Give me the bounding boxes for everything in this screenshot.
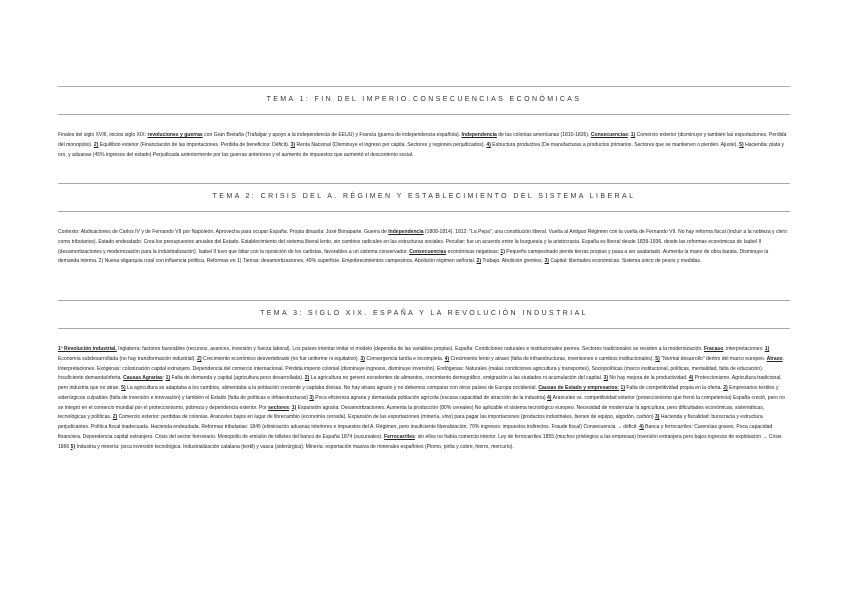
body-text: La agricultura se adaptaba a los cambios, alimentaba a la población creciente y captaba divisas. No hay atraso agrario y no debemos comparar con otros países de Europa occidental. [125, 385, 539, 391]
body-text: Hacienda y fiscalidad: burocracia y estructura perjudicantes. Política fiscal inadecuada. Hacienda endeudada. Reformas tributarias: 1845 (eliminación aduanas interiores e impuestos del A. Régimen, pero insuficiente liberalización. 70% ingresos: impuestos indirectos. Fraude fiscal) Consecuencia → déficit. [58, 414, 763, 430]
section-body-3 [58, 345, 790, 452]
section-body-2 [58, 228, 790, 267]
body-text: Estructura productiva (De manufacturas a productos primarios. Sectores que se mantienen o pierden. Ajuste). [490, 141, 740, 148]
body-text: de las colonias americanas (1810-1826). [496, 132, 591, 138]
emphasis-text: 3) [603, 375, 609, 382]
emphasis-text: 4) [444, 355, 450, 362]
body-text: "Normal desarrollo" dentro del marco europeo. [659, 355, 767, 362]
emphasis-text: 1) [500, 248, 505, 255]
body-text: Proteccionismo. Agricultura tradicional, pero industria que no atrae. [58, 375, 782, 391]
emphasis-text: 3) [655, 414, 660, 421]
emphasis-text: 5) [655, 355, 660, 362]
body-text: , interpretaciones: [723, 346, 765, 352]
body-text: : [162, 375, 166, 382]
emphasis-text: 1) [630, 132, 636, 138]
emphasis-text: 1) [165, 375, 171, 382]
body-text: Equilibrio exterior (Financiación de las importaciones. Perdida de beneficios: Déficit). [98, 141, 291, 148]
emphasis-text: 1) [291, 404, 297, 411]
emphasis-text: Consecuencias [590, 132, 628, 138]
emphasis-text: revoluciones y guerras [147, 132, 203, 138]
emphasis-text: Independencia [461, 132, 497, 138]
section-heading-2: TEMA 2: CRISIS DEL A. RÉGIMEN Y ESTABLECIMIENTO DEL SISTEMA LIBERAL [212, 193, 636, 200]
body-text: económicas negativas: [446, 248, 501, 255]
emphasis-text: Consecuencias [409, 248, 447, 255]
emphasis-text: 3) [309, 394, 314, 401]
emphasis-text: 3) [360, 355, 365, 362]
emphasis-text: 2) [304, 375, 310, 382]
body-text: Expansión agraria: Desamortizaciones. Aumenta la producción (80% cereales) No aplicable el sistema tecnológico europeo. Necesidad de modernizar la agricultura, pero dificultades económicas, sistemáticas, tecnológicas y políticas. [58, 404, 765, 421]
body-text: con Gran Bretaña (Trafalgar y apoyo a la independencia de EEUU) y Francia (guerra de independencia española). [202, 132, 462, 138]
emphasis-text: Independencia [388, 229, 424, 235]
body-text: Crecimiento lento y atraso (falta de infraestructuras, inversiones o cambios institucionales). [449, 355, 656, 362]
emphasis-text: 3) [290, 141, 296, 148]
emphasis-text: 1º Revolución industrial. [58, 346, 117, 352]
body-text: Contexto: Abdicaciones de Carlos IV y de Fernando VII por Napoleón. Aprovecha para ocupar España. Propia dinastía: José Bonaparte. Guerra de [58, 229, 389, 235]
emphasis-text: 2) [197, 355, 202, 362]
emphasis-text: 4) [639, 424, 644, 430]
section-divider [58, 300, 790, 301]
body-text: Crecimiento económico desvertebrado (no fue uniforme ni equitativo). [201, 355, 361, 362]
emphasis-text: 5) [121, 385, 126, 391]
body-text: La agricultura no generó excedentes de alimentos, crecimiento demográfico, emigración a las ciudades ni acumulación del capital. [309, 375, 604, 382]
body-text: : [288, 404, 292, 411]
body-text: Hacienda: plata y oro, y aduanas (45% ingresos del estado) Perjudicada anteriormente por las guerras anteriores y el aumento de impuestos que aumentó el descontento social. [58, 141, 785, 158]
body-text: : sin ellos no había comercio interior. Ley de ferrocarriles 1855 (muchos privilegios a las empresas) Inversión extranjera pero bajos ingresos de explotación → Crisis 1866 [58, 433, 782, 450]
body-text: Trabajo: Abolición gremios. [481, 258, 545, 265]
emphasis-text: sectores [268, 404, 289, 411]
section-divider [58, 86, 790, 87]
emphasis-text: 4) [688, 375, 694, 382]
emphasis-text: 5) [739, 141, 744, 148]
section-heading-1: TEMA 1: FIN DEL IMPERIO.CONSECUENCIAS ECONÓMICAS [266, 96, 582, 103]
body-text: Capital: libertades económicas. Sistema único de pesos y medidas. [548, 258, 702, 265]
emphasis-text: 4) [547, 394, 552, 401]
section-divider [58, 328, 790, 329]
body-text: Industria y minería: poca inversión tecnológica. Industrialización catalana (textil) y vasca (siderúrgica). Minería: exportación masiva de minerales españoles (Plomo, pirita y cobre, hierro, mercurio). [75, 443, 514, 450]
body-text: Falta de competitividad propia en la oferta. [625, 385, 724, 391]
body-text: . Interpretaciones. Exógenas: colonización capital extranjero. Dependencia del comercio internacional. Pérdida imperio colonial (disminuye ingresos, disminuye inversión). Endógenas: Naturales (malas condiciones agricultura y transportes), Sociopolíticas (marco institucional, políticas, mentalidad, falta de educación). Insuficiente demanda/oferta. [58, 355, 785, 382]
body-text: Finales del siglo XVIII, inicios siglo XIX: [58, 132, 148, 138]
emphasis-text: Fracaso [703, 346, 724, 352]
emphasis-text: Causas Agrarias [123, 375, 163, 382]
section-divider [58, 114, 790, 115]
body-text: (1808-1814). 1812: "La Pepa", una constitución liberal. Vuelta al Antiguo Régimen con la vuelta de Fernando VII. No hay reforma fiscal (incluir a la nobleza y clero como tributarios). Estado endeudado. Crea los presupuestos anuales del Estado. Establecimiento del sistema liberal lento, sin cambios radicales en las estructuras sociales. Peculiar: fue un acuerdo entre la burguesía y la aristocracia. España es liberal desde 1839-1936, desde las reformas económicas de Isabel II (desamortizaciones y modernización para la industrialización). Isabel II tuvo que lidiar con la oposición de los carlistas, favorables a un sistema conservador. [58, 229, 787, 255]
body-text: : [627, 132, 631, 138]
body-text: Economía subdesarrollada (no hay transformación industrial). [58, 355, 198, 362]
section-body-1 [58, 131, 790, 160]
body-text: Comercio exterior: perdidas de colonias. Aranceles bajos en lugar de librecambio (economía cerrada). Expansión de las exportaciones (minería, vino) para pagar las importaciones (productos industriales, bienes de equipo, algodón, carbón) [117, 414, 655, 421]
body-text: Renta Nacional (Disminuye el ingreso per cápita. Sectores y regiones perjudicados). [295, 141, 487, 148]
emphasis-text: Causas de Estado y empresarios: [538, 385, 620, 391]
emphasis-text: 2) [93, 141, 99, 148]
emphasis-text: 1) [764, 346, 770, 352]
section-divider [58, 183, 790, 184]
body-text: No hay mejora de la productividad. [608, 375, 689, 382]
body-text: Poca eficiencia agraria y demasiada población agrícola (escasa capacidad de atracción de la industria) [313, 394, 547, 401]
emphasis-text: 5) [70, 443, 76, 450]
emphasis-text: 3) [544, 258, 549, 265]
body-text: Banca y ferrocarriles: Carencias graves. Poca capacidad financiera. Dependencia capital extranjero. Crisis del sector ferroviario. Monopolio de emisión de billetes del banco de España 1874 (sucursales). [58, 424, 773, 440]
section-divider [58, 211, 790, 212]
body-text: Inglaterra: factores favorables (recursos, avances, inversión y fuerza laboral). Los países intentar imitar el modelo (dependía de las variables propias). España: Condiciones naturales e institucionales peores. Sectores tradicionales se resisten a la modernización. [116, 346, 704, 352]
emphasis-text: Ferrocarriles [383, 433, 415, 440]
body-text: Empresarios textiles y siderúrgicos culpables (falta de inversión e innovación) y también el Estado (falta de políticas e infraestructuras) [58, 385, 779, 401]
emphasis-text: 2) [476, 258, 482, 265]
body-text: Convergencia tardía e incompleta. [364, 355, 445, 362]
section-heading-3: TEMA 3: SIGLO XIX. ESPAÑA Y LA REVOLUCIÓN INDUSTRIAL [260, 310, 588, 317]
body-text: Aranceles vs. competitividad exterior (proteccionismo que frenó la competencia) España creció, pero no se integró en el comercio mundial por el proteccionismo, pobreza y dependencia exterior. Por [58, 394, 785, 411]
emphasis-text: Atraso [766, 355, 783, 362]
document-page [58, 0, 790, 599]
emphasis-text: 2) [112, 414, 118, 421]
body-text: Pequeño campesinado pierde tierras propias y pasa a ser asalariado. Aumenta la mano de obra barata. Disminuye la demanda interna. 2) Nueva oligarquía rural con influencia política. Reformas en 1) Tierras: desamortizaciones, 40% superficie. Empobrecimientos campesinos. Abolición régimen señorial. [58, 248, 769, 265]
emphasis-text: 4) [486, 141, 491, 148]
body-text: Falta de demanda y capital (agricultura poco desarrollada). [170, 375, 305, 382]
emphasis-text: 1) [620, 385, 626, 391]
emphasis-text: 2) [723, 385, 728, 391]
body-text: Comercio exterior (disminuye y también las exportaciones. Perdida del monopolio). [58, 132, 787, 148]
